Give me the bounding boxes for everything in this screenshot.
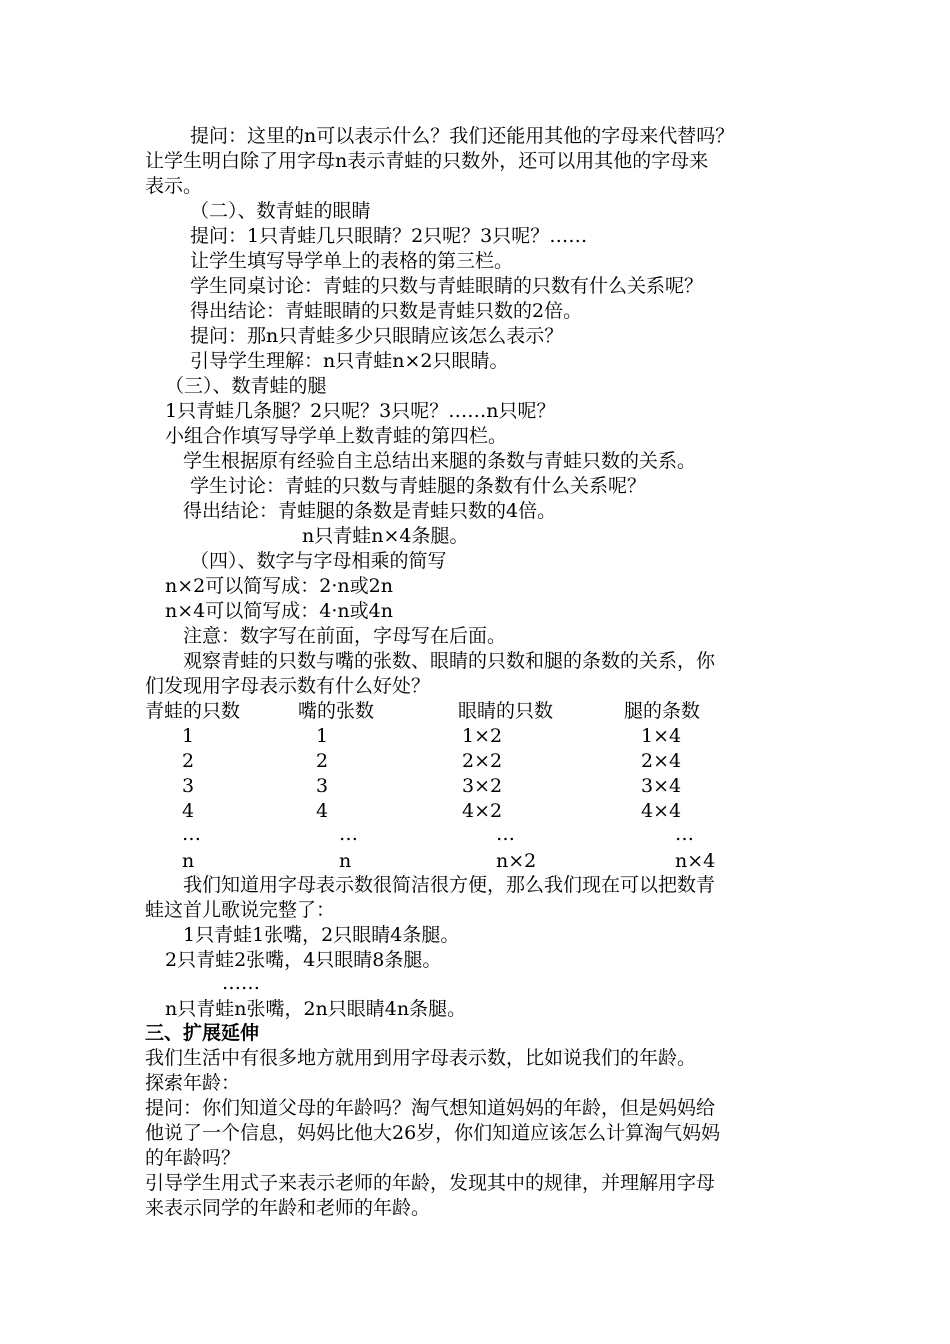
table-cell: 1 (182, 725, 195, 747)
table-cell: 1×2 (462, 725, 503, 747)
paragraph-line: 提问：你们知道父母的年龄吗？淘气想知道妈妈的年龄，但是妈妈给 (145, 1097, 716, 1119)
subsection-heading: （二）、数青蛙的眼睛 (190, 200, 371, 222)
paragraph-line: 们发现用字母表示数有什么好处？ (145, 675, 431, 697)
table-header: 嘴的张数 (298, 700, 375, 722)
table-cell: 4 (182, 800, 195, 822)
section-heading: 三、扩展延伸 (145, 1022, 260, 1044)
table-cell: 1×4 (641, 725, 682, 747)
paragraph-line: 来表示同学的年龄和老师的年龄。 (145, 1197, 431, 1219)
paragraph-line: 提问：那n只青蛙多少只眼睛应该怎么表示？ (190, 325, 564, 347)
table-cell: n×2 (496, 850, 537, 872)
rhyme-line: n只青蛙n张嘴，2n只眼睛4n条腿。 (165, 998, 467, 1020)
table-cell: 2×4 (641, 750, 682, 772)
paragraph-line: n×2可以简写成：2·n或2n (165, 575, 393, 597)
rhyme-line: 2只青蛙2张嘴，4只眼睛8条腿。 (165, 949, 442, 971)
paragraph-line: 得出结论：青蛙腿的条数是青蛙只数的4倍。 (183, 500, 557, 522)
table-cell: … (339, 823, 358, 845)
table-cell: … (182, 823, 201, 845)
paragraph-line: 我们知道用字母表示数很简洁很方便，那么我们现在可以把数青 (183, 874, 716, 896)
paragraph-line: 的年龄吗？ (145, 1147, 241, 1169)
paragraph-line: 蛙这首儿歌说完整了： (145, 899, 336, 921)
table-cell: 2×2 (462, 750, 503, 772)
table-cell: … (496, 823, 515, 845)
table-cell: n (182, 850, 195, 872)
paragraph-line: 学生讨论：青蛙的只数与青蛙腿的条数有什么关系呢？ (190, 475, 647, 497)
paragraph-line: 学生根据原有经验自主总结出来腿的条数与青蛙只数的关系。 (183, 450, 697, 472)
paragraph-line: 提问：1只青蛙几只眼睛？2只呢？3只呢？…… (190, 225, 588, 247)
table-cell: 4×4 (641, 800, 682, 822)
paragraph-line: 引导学生理解：n只青蛙n×2只眼睛。 (190, 350, 509, 372)
paragraph-line: 小组合作填写导学单上数青蛙的第四栏。 (165, 425, 508, 447)
table-cell: 4 (316, 800, 329, 822)
table-cell: n (339, 850, 352, 872)
paragraph-line: 得出结论：青蛙眼睛的只数是青蛙只数的2倍。 (190, 300, 583, 322)
table-cell: n×4 (675, 850, 716, 872)
paragraph-line: 观察青蛙的只数与嘴的张数、眼睛的只数和腿的条数的关系，你 (183, 650, 716, 672)
paragraph-line: 表示。 (145, 175, 203, 197)
table-cell: 3 (316, 775, 329, 797)
paragraph-line: 让学生明白除了用字母n表示青蛙的只数外，还可以用其他的字母来 (145, 150, 709, 172)
table-header: 青蛙的只数 (145, 700, 241, 722)
table-cell: 2 (316, 750, 329, 772)
paragraph-line: 探索年龄： (145, 1072, 241, 1094)
paragraph-line: 注意：数字写在前面，字母写在后面。 (183, 625, 507, 647)
table-cell: … (675, 823, 694, 845)
table-cell: 3 (182, 775, 195, 797)
paragraph-line: 让学生填写导学单上的表格的第三栏。 (190, 250, 514, 272)
paragraph-line: 提问：这里的n可以表示什么？我们还能用其他的字母来代替吗？ (190, 125, 735, 147)
table-cell: 4×2 (462, 800, 503, 822)
paragraph-line: n×4可以简写成：4·n或4n (165, 600, 393, 622)
paragraph-line: 我们生活中有很多地方就用到用字母表示数，比如说我们的年龄。 (145, 1047, 697, 1069)
table-cell: 2 (182, 750, 195, 772)
table-cell: 3×4 (641, 775, 682, 797)
subsection-heading: （四）、数字与字母相乘的简写 (190, 550, 447, 572)
table-cell: 1 (316, 725, 329, 747)
subsection-heading: （三）、数青蛙的腿 (165, 375, 327, 397)
rhyme-ellipsis: …… (222, 972, 260, 994)
rhyme-line: 1只青蛙1张嘴，2只眼睛4条腿。 (183, 924, 460, 946)
table-cell: 3×2 (462, 775, 503, 797)
paragraph-line: 学生同桌讨论：青蛙的只数与青蛙眼睛的只数有什么关系呢？ (190, 275, 704, 297)
paragraph-line: 引导学生用式子来表示老师的年龄，发现其中的规律，并理解用字母 (145, 1172, 716, 1194)
table-header: 眼睛的只数 (458, 700, 554, 722)
paragraph-line: n只青蛙n×4条腿。 (302, 525, 469, 547)
paragraph-line: 1只青蛙几条腿？2只呢？3只呢？……n只呢？ (165, 400, 556, 422)
table-header: 腿的条数 (624, 700, 701, 722)
paragraph-line: 他说了一个信息，妈妈比他大26岁，你们知道应该怎么计算淘气妈妈 (145, 1122, 721, 1144)
